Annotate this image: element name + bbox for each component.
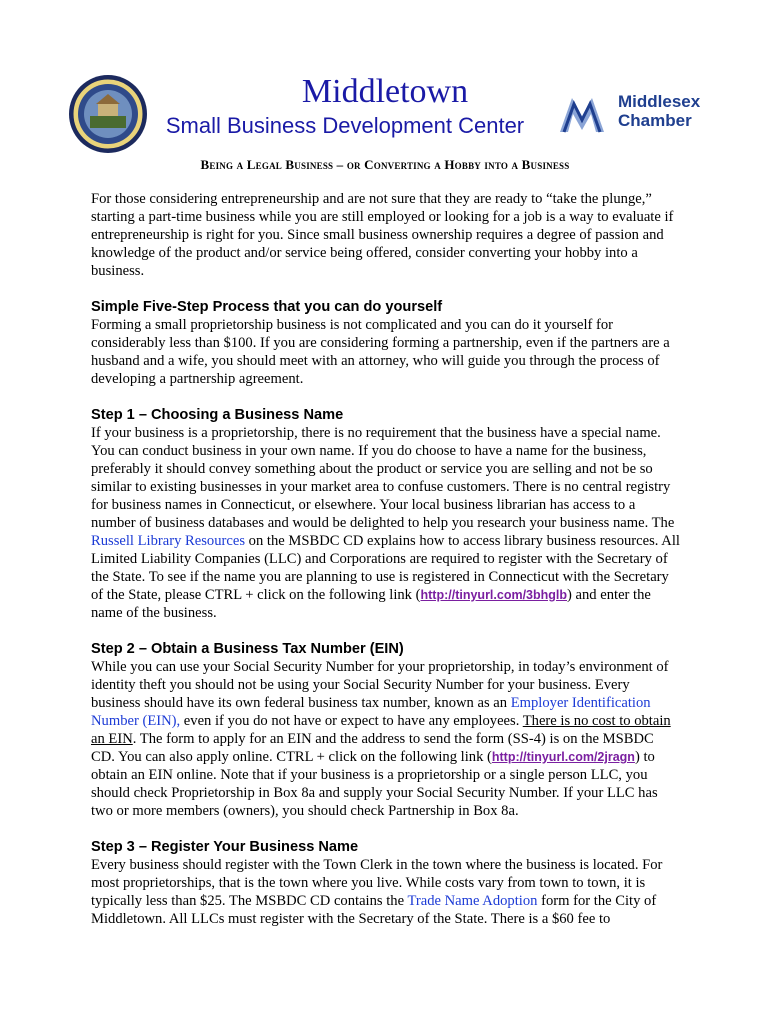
secretary-of-state-url-link[interactable]: http://tinyurl.com/3bhglb <box>420 588 568 602</box>
trade-name-adoption-link[interactable]: Trade Name Adoption <box>407 893 538 909</box>
ein-online-url-link[interactable]: http://tinyurl.com/2jragn <box>491 750 635 764</box>
step1-heading: Step 1 – Choosing a Business Name <box>91 407 344 423</box>
intro-paragraph: For those considering entrepreneurship and are not sure that they are ready to “take the plunge,” starting a part-time business while you are still employed or looking for a job is a way to evaluate if entrepreneurship is right for you. Since small business ownership requires a degree of passion and knowledge of the product and/or service being offered, consider converting your hobby into a business. <box>91 191 674 279</box>
step1-text-a: If your business is a proprietorship, there is no requirement that the business have a special name. You can conduct business in your own name. If you do choose to have a name for the business, preferably it should convey something about the product or service you are selling and not be so similar to existing businesses in your market area to confuse customers. There is no central registry for business names in Connecticut, or elsewhere. Your local business librarian has access to a number of business databases and would be delighted to help you research your business name. The <box>91 425 675 531</box>
section-heading-five-step: Simple Five-Step Process that you can do yourself <box>91 299 443 315</box>
step2-text-b: even if you do not have or expect to have any employees. <box>180 713 523 729</box>
center-subtitle: Small Business Development Center <box>165 113 525 138</box>
step3-text-a: Every business should register with the Town Clerk in the town where the business is located. For most proprietorships, that is the town where you live. While costs vary from town to town, it is typically less than $25. The MSBDC CD contains the <box>91 857 663 909</box>
step2-paragraph <box>91 658 681 820</box>
step2-heading: Step 2 – Obtain a Business Tax Number (EIN) <box>91 641 404 657</box>
step1-text-c: ) and enter the name of the business. <box>91 587 651 621</box>
employer-identification-number-link[interactable]: Employer Identification Number (EIN), <box>91 695 651 729</box>
chamber-line-2: Chamber <box>618 111 692 130</box>
document-subtitle: Being a Legal Business – or Converting a Hobby into a Business <box>200 157 570 172</box>
step2-text-c: . The form to apply for an EIN and the address to send the form (SS-4) is on the MSBDC CD. You can also apply online. CTRL + click on the following link ( <box>91 731 654 765</box>
chamber-line-1: Middlesex <box>618 92 701 111</box>
step2-text-a: While you can use your Social Security Number for your proprietorship, in today’s environment of identity theft you should not be using your Social Security Number for your business. Every business should have its own federal business tax number, known as an <box>91 659 669 711</box>
chamber-wordmark <box>618 92 718 130</box>
five-step-paragraph: Forming a small proprietorship business is not complicated and you can do it yourself for considerably less than $100. If you are considering forming a partnership, even if the partners are a husband and a wife, you should meet with an attorney, who will guide you through the process of developing a partnership agreement. <box>91 317 670 387</box>
step1-text-b: on the MSBDC CD explains how to access library business resources. All Limited Liability Companies (LLC) and Corporations are required to register with the Secretary of the State. To see if the name you are planning to use is registered in Connecticut with the Secretary of the State, please CTRL + click on the following link ( <box>91 533 680 603</box>
step3-heading: Step 3 – Register Your Business Name <box>91 839 359 855</box>
no-cost-underlined-text: There is no cost to obtain an EIN <box>91 713 671 747</box>
step2-text-d: ) to obtain an EIN online. Note that if your business is a proprietorship or a single person LLC, you should check Proprietorship in Box 8a and supply your Social Security Number. If your LLC has two or more members (owners), you should check Partnership in Box 8a. <box>91 749 658 819</box>
step3-text-b: form for the City of Middletown. All LLCs must register with the Secretary of the State. There is a $60 fee to <box>91 893 657 927</box>
center-title: Middletown <box>301 73 469 110</box>
step3-paragraph <box>91 856 681 928</box>
document-body <box>91 190 681 946</box>
russell-library-link[interactable]: Russell Library Resources <box>91 533 246 549</box>
step1-paragraph <box>91 424 681 622</box>
